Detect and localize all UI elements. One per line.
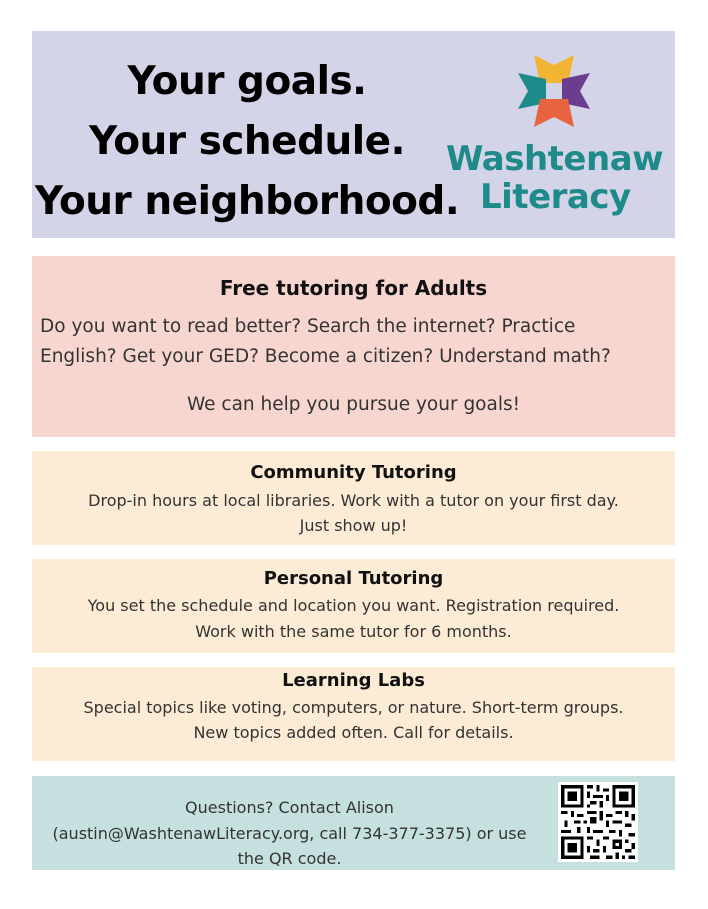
- intro-section: [32, 256, 675, 437]
- program-line-1: Drop-in hours at local libraries. Work with a tutor on your first day.: [88, 491, 619, 510]
- headline-line-1: Your goals.: [127, 59, 367, 104]
- intro-title: Free tutoring for Adults: [219, 276, 488, 300]
- program-card-personal-tutoring: [32, 559, 675, 653]
- headline-line-3: Your neighborhood.: [34, 179, 460, 224]
- contact-line-3: the QR code.: [237, 849, 342, 868]
- intro-line-2: English? Get your GED? Become a citizen? Understand math?: [40, 346, 611, 367]
- program-title: Personal Tutoring: [263, 568, 444, 589]
- logo-name-line-1: Washtenaw: [446, 139, 664, 179]
- logo-name-line-2: Literacy: [480, 177, 631, 217]
- program-line-2: Work with the same tutor for 6 months.: [195, 622, 512, 641]
- program-line-1: You set the schedule and location you want. Registration required.: [87, 596, 620, 615]
- qr-code-icon[interactable]: [558, 782, 638, 862]
- contact-line-2: (austin@WashtenawLiteracy.org, call 734-377-3375) or use: [52, 824, 527, 843]
- program-card-community-tutoring: [32, 451, 675, 545]
- headline-line-2: Your schedule.: [89, 119, 405, 164]
- intro-tagline: We can help you pursue your goals!: [186, 394, 521, 415]
- program-line-2: Just show up!: [299, 516, 408, 535]
- intro-line-1: Do you want to read better? Search the internet? Practice: [40, 316, 576, 337]
- contact-section: [32, 776, 675, 870]
- contact-line-1: Questions? Contact Alison: [185, 798, 394, 817]
- header-banner: [32, 31, 675, 238]
- program-title: Community Tutoring: [250, 462, 457, 483]
- washtenaw-literacy-logo-icon: [516, 53, 592, 129]
- program-card-learning-labs: [32, 667, 675, 761]
- program-title: Learning Labs: [282, 670, 425, 691]
- program-line-1: Special topics like voting, computers, or nature. Short-term groups.: [83, 698, 624, 717]
- program-line-2: New topics added often. Call for details.: [193, 723, 514, 742]
